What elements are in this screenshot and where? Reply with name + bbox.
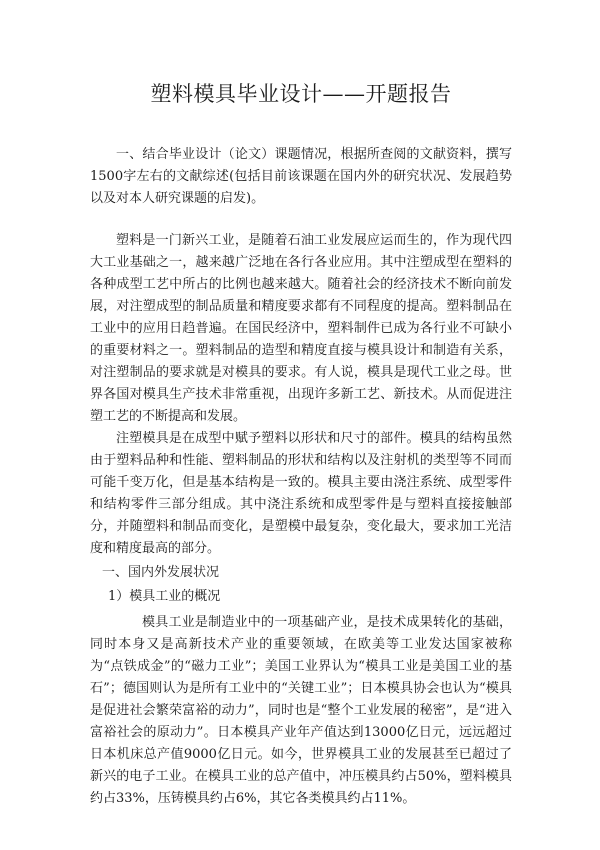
body-paragraph-plastics: 塑料是一门新兴工业，是随着石油工业发展应运而生的，作为现代四大工业基础之一，越来越广泛地在各行各业应用。其中注塑成型在塑料的各种成型工艺中所占的比例也越来越大。随着社会的经济技术不断向前发展，对注塑成型的制品质量和精度要求都有不同程度的提高。塑料制品在工业中的应用日趋普遍。在国民经济中，塑料制件已成为各行业不可缺小的重要材料之一。塑料制品的造型和精度直接与模具设计和制造有关系，对注塑制品的要求就是对模具的要求。有人说，模具是现代工业之母。世界各国对模具生产技术非常重视，出现许多新工艺、新技术。从而促进注塑工艺的不断提高和发展。 bbox=[90, 233, 512, 424]
subsection-heading: 1）模具工业的概况 bbox=[108, 589, 221, 604]
body-paragraph-mold-industry: 模具工业是制造业中的一项基础产业，是技术成果转化的基础，同时本身又是高新技术产业的重要领域，在欧美等工业发达国家被称为“点铁成金”的“磁力工业”；美国工业界认为“模具工业是美国工业的基石”；德国则认为是所有工业中的“关键工业”；日本模具协会也认为“模具是促进社会繁荣富裕的动力”，同时也是“整个工业发展的秘密”，是“进入富裕社会的原动力”。日本模具产业年产值达到13000亿日元，远远超过日本机床总产值9000亿日元。如今，世界模具工业的发展甚至已超过了新兴的电子工业。在模具工业的总产值中，冲压模具约占50%，塑料模具约占33%，压铸模具约占6%，其它各类模具约占11%。 bbox=[90, 615, 512, 806]
document-title: 塑料模具毕业设计——开题报告 bbox=[150, 82, 452, 106]
section-heading: 一、国内外发展状况 bbox=[102, 565, 220, 580]
intro-paragraph: 一、结合毕业设计（论文）课题情况，根据所查阅的文献资料，撰写1500字左右的文献综述(包括目前该课题在国内外的研究状况、发展趋势以及对本人研究课题的启发)。 bbox=[90, 147, 512, 206]
body-paragraph-injection-mold: 注塑模具是在成型中赋予塑料以形状和尺寸的部件。模具的结构虽然由于塑料品种和性能、塑料制品的形状和结构以及注射机的类型等不同而可能千变万化，但是基本结构是一致的。模具主要由浇注系统、成型零件和结构零件三部分组成。其中浇注系统和成型零件是与塑料直接接触部分，并随塑料和制品而变化，是塑模中最复杂，变化最大，要求加工光洁度和精度最高的部分。 bbox=[90, 431, 512, 556]
